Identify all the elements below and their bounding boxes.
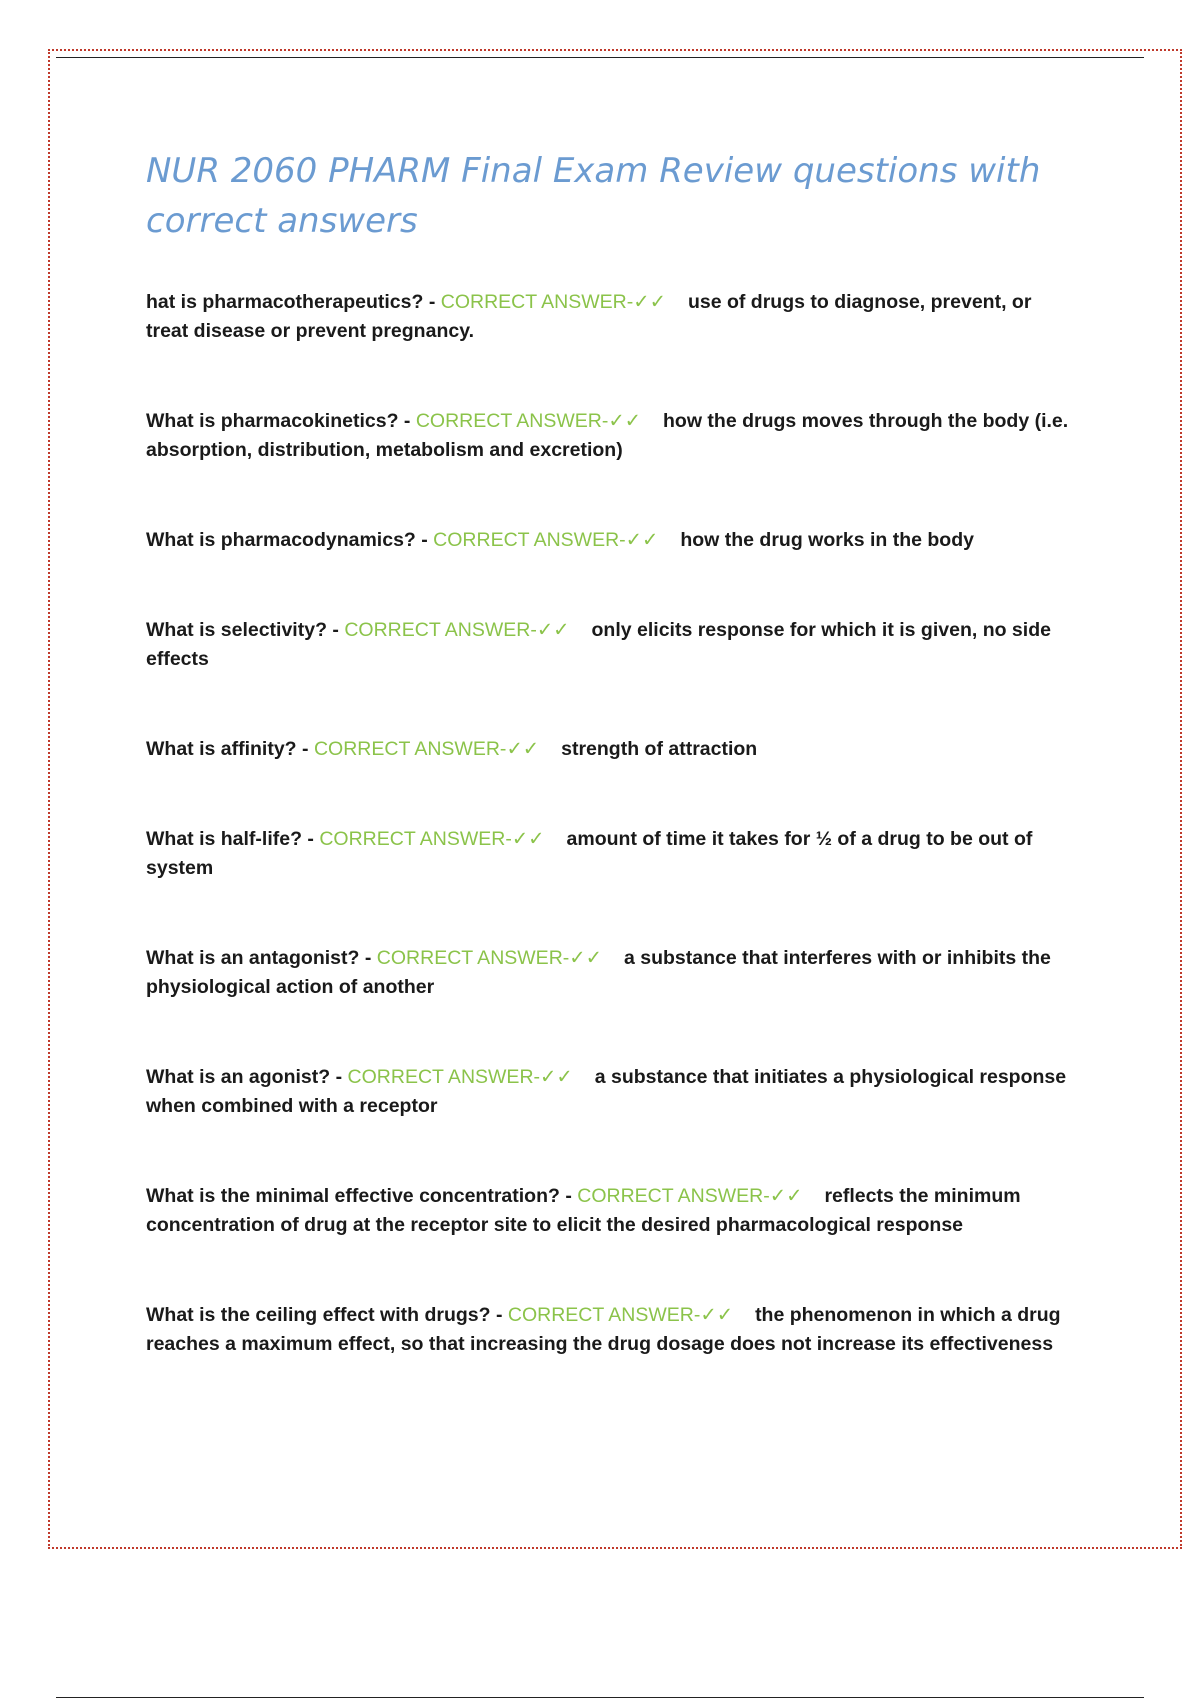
answer-text: how the drugs moves through the body (i.e. absorption, distribution, metabolism and excretion) (146, 410, 1069, 461)
question-text: What is selectivity? (146, 619, 327, 641)
correct-answer-label: CORRECT ANSWER- (415, 410, 609, 432)
correct-answer-label: CORRECT ANSWER- (376, 947, 570, 969)
correct-answer-label: CORRECT ANSWER- (313, 738, 507, 760)
bottom-rule (56, 1697, 1144, 1698)
correct-answer-label: CORRECT ANSWER- (577, 1185, 770, 1207)
document-title: NUR 2060 PHARM Final Exam Review questions with correct answers (146, 151, 1041, 241)
qa-item (146, 288, 1076, 346)
answer-text: a substance that initiates a physiological response when combined with a receptor (146, 1066, 1067, 1117)
answer-text: use of drugs to diagnose, prevent, or treat disease or prevent pregnancy. (146, 291, 1032, 342)
correct-answer-label: CORRECT ANSWER- (319, 828, 512, 850)
separator: - (330, 1066, 348, 1088)
question-text: What is the minimal effective concentration? (146, 1185, 560, 1207)
separator: - (423, 291, 441, 313)
separator: - (559, 1185, 578, 1207)
qa-item (146, 616, 1076, 674)
qa-item (146, 1182, 1076, 1240)
separator: - (490, 1304, 508, 1326)
question-text: What is the ceiling effect with drugs? (146, 1304, 491, 1326)
qa-item (146, 825, 1076, 883)
question-text: What is pharmacodynamics? (146, 529, 416, 551)
question-text: What is half-life? (146, 828, 302, 850)
check-marks-icon: ✓✓ (625, 529, 659, 551)
qa-item (146, 407, 1076, 465)
separator: - (398, 410, 416, 432)
correct-answer-label: CORRECT ANSWER- (440, 291, 634, 313)
answer-text: strength of attraction (561, 738, 758, 760)
question-text: hat is pharmacotherapeutics? (146, 291, 424, 313)
check-marks-icon: ✓✓ (540, 1066, 573, 1088)
check-marks-icon: ✓✓ (769, 1185, 803, 1207)
top-rule (56, 57, 1144, 58)
correct-answer-label: CORRECT ANSWER- (344, 619, 537, 641)
qa-item (146, 944, 1076, 1002)
check-marks-icon: ✓✓ (700, 1304, 734, 1326)
separator: - (296, 738, 314, 760)
separator: - (326, 619, 345, 641)
separator: - (359, 947, 377, 969)
answer-text: how the drug works in the body (680, 529, 974, 551)
separator: - (302, 828, 320, 850)
qa-list (146, 288, 1076, 1359)
question-text: What is affinity? (146, 738, 297, 760)
qa-item (146, 735, 1076, 764)
answer-text: the phenomenon in which a drug reaches a maximum effect, so that increasing the drug dosage does not increase its effectiveness (146, 1304, 1061, 1355)
answer-text: a substance that interferes with or inhibits the physiological action of another (146, 947, 1051, 998)
qa-item (146, 526, 1076, 555)
qa-item (146, 1063, 1076, 1121)
question-text: What is an agonist? (146, 1066, 331, 1088)
correct-answer-label: CORRECT ANSWER- (433, 529, 626, 551)
question-text: What is an antagonist? (146, 947, 360, 969)
answer-text: reflects the minimum concentration of drug at the receptor site to elicit the desired pharmacological response (146, 1185, 1021, 1236)
check-marks-icon: ✓✓ (633, 291, 666, 313)
check-marks-icon: ✓✓ (569, 947, 602, 969)
separator: - (415, 529, 434, 551)
question-text: What is pharmacokinetics? (146, 410, 399, 432)
qa-item (146, 1301, 1076, 1359)
check-marks-icon: ✓✓ (536, 619, 570, 641)
correct-answer-label: CORRECT ANSWER- (507, 1304, 701, 1326)
check-marks-icon: ✓✓ (608, 410, 642, 432)
correct-answer-label: CORRECT ANSWER- (347, 1066, 541, 1088)
check-marks-icon: ✓✓ (506, 738, 540, 760)
answer-text: only elicits response for which it is given, no side effects (146, 619, 1051, 670)
check-marks-icon: ✓✓ (511, 828, 545, 850)
answer-text: amount of time it takes for ½ of a drug to be out of system (146, 828, 1033, 879)
